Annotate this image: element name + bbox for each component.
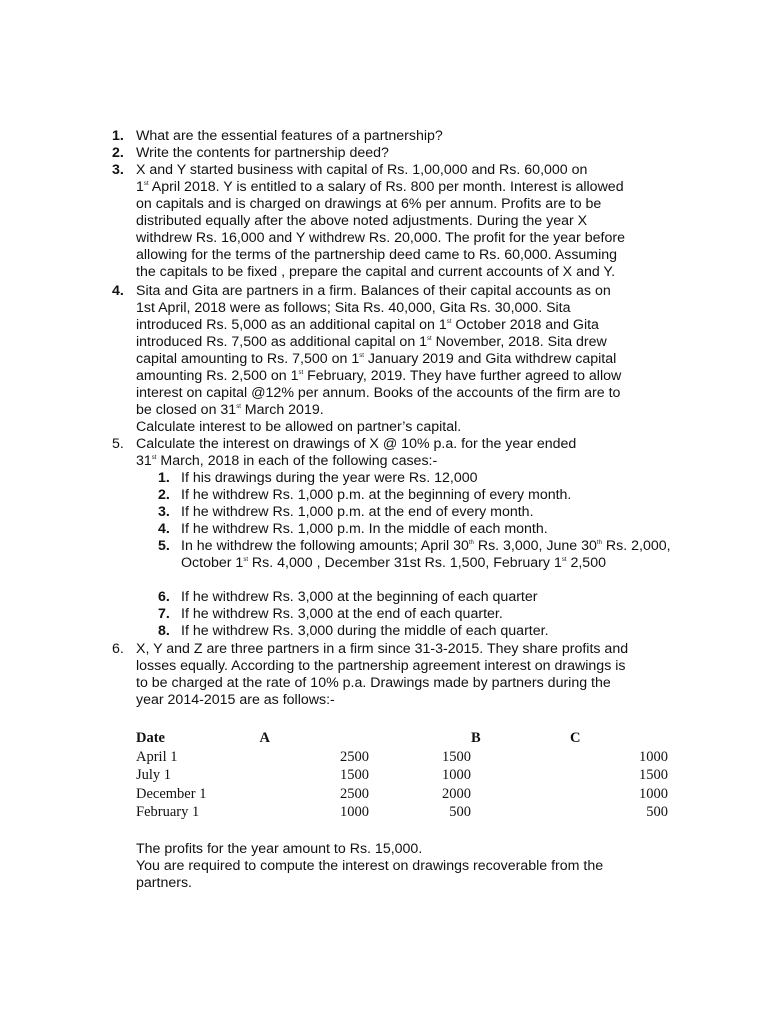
cell-a: 1500	[340, 767, 369, 783]
case-number: 5.	[158, 538, 170, 554]
text-run: March 2019.	[240, 402, 324, 418]
header-a: A	[259, 730, 270, 746]
case-number: 1.	[158, 470, 170, 486]
question-line	[136, 351, 682, 368]
question-line	[136, 453, 682, 470]
table-header-row	[136, 730, 676, 748]
cell-c: 1500	[639, 767, 668, 783]
ordinal-suffix: st	[561, 557, 567, 563]
question-line: year 2014-2015 are as follows:-	[136, 692, 335, 708]
text-run: 1	[136, 179, 144, 195]
ordinal-suffix: st	[236, 404, 241, 410]
text-run: October 2018 and Gita	[451, 317, 599, 333]
ordinal-suffix: st	[427, 336, 432, 342]
question-line: allowing for the terms of the partnership deed came to Rs. 60,000. Assuming	[136, 247, 618, 263]
text-run: February, 2019. They have further agreed to allow	[303, 368, 622, 384]
question-line: X and Y started business with capital of Rs. 1,00,000 and Rs. 60,000 on	[136, 162, 588, 178]
text-run: 1	[553, 555, 562, 571]
case-number: 6.	[158, 589, 170, 605]
case-text: If he withdrew Rs. 1,000 p.m. at the beginning of every month.	[181, 487, 572, 503]
question-line: the capitals to be fixed , prepare the capital and current accounts of X and Y.	[136, 264, 616, 280]
question-line	[136, 368, 682, 385]
question-line: X, Y and Z are three partners in a firm since 31-3-2015. They share profits and	[136, 641, 629, 657]
cell-b: 1500	[442, 749, 471, 765]
case-text: If he withdrew Rs. 3,000 at the end of each quarter.	[181, 606, 503, 622]
header-b: B	[471, 730, 481, 746]
case-line	[181, 538, 627, 554]
ordinal-suffix: st	[143, 181, 149, 187]
case-text: If he withdrew Rs. 3,000 at the beginning of each quarter	[181, 589, 538, 605]
cell-date: December 1	[136, 786, 207, 802]
table-row	[136, 804, 676, 822]
cell-b: 1000	[442, 767, 471, 783]
text-run: introduced Rs. 5,000 as an additional capital on 1	[136, 317, 447, 333]
ordinal-suffix: st	[446, 319, 452, 325]
text-run: 2,500	[566, 555, 606, 571]
case-number: 2.	[158, 487, 170, 503]
cell-date: July 1	[136, 767, 172, 783]
ordinal-suffix: st	[359, 353, 364, 359]
question-line	[136, 179, 682, 196]
cell-date: February 1	[136, 804, 200, 820]
text-run: introduced Rs. 7,500 as additional capital on 1	[136, 334, 428, 350]
question-line: interest on capital @12% per annum. Books of the accounts of the firm are to	[136, 385, 621, 401]
cell-a: 1000	[340, 804, 369, 820]
header-date: Date	[136, 730, 165, 746]
ordinal-suffix: th	[468, 540, 474, 546]
question-line: Sita and Gita are partners in a firm. Balances of their capital accounts as on	[136, 283, 611, 299]
cell-a: 2500	[340, 749, 369, 765]
cell-c: 1000	[639, 786, 668, 802]
question-line: Calculate interest to be allowed on partner’s capital.	[136, 419, 462, 435]
text-run: capital amounting to Rs. 7,500 on 1	[136, 351, 360, 367]
question-line: withdrew Rs. 16,000 and Y withdrew Rs. 20,000. The profit for the year before	[136, 230, 625, 246]
question-line: to be charged at the rate of 10% p.a. Drawings made by partners during the	[136, 675, 611, 691]
text-run: amounting Rs. 2,500 on 1	[136, 368, 299, 384]
table-row	[136, 749, 676, 767]
cell-c: 1000	[639, 749, 668, 765]
header-c: C	[570, 730, 581, 746]
closing-line: partners.	[136, 875, 192, 891]
ordinal-suffix: th	[596, 540, 602, 546]
case-number: 3.	[158, 504, 170, 520]
question-number: 2.	[112, 145, 124, 161]
question-number: 3.	[112, 162, 124, 178]
case-number: 8.	[158, 623, 170, 639]
case-line	[554, 555, 606, 571]
case-text: If he withdrew Rs. 1,000 p.m. at the end of every month.	[181, 504, 534, 520]
ordinal-suffix: st	[243, 557, 248, 563]
text-run: Rs. 4,000 , December 31st Rs. 1,500, February	[247, 555, 551, 571]
text-run: be closed on 31	[136, 402, 237, 418]
text-run: April 2018. Y is entitled to a salary of Rs. 800 per month. Interest is allowed	[151, 179, 624, 195]
text-run: March, 2018 in each of the following cases:-	[156, 453, 438, 469]
table-row	[136, 786, 676, 804]
question-number: 5.	[112, 436, 124, 452]
case-text: If he withdrew Rs. 1,000 p.m. In the middle of each month.	[181, 521, 548, 537]
ordinal-suffix: st	[151, 455, 157, 461]
cell-a: 2500	[340, 786, 369, 802]
closing-line: You are required to compute the interest on drawings recoverable from the	[136, 858, 604, 874]
case-text: If his drawings during the year were Rs. 12,000	[181, 470, 478, 486]
closing-text	[136, 841, 696, 892]
case-number: 4.	[158, 521, 170, 537]
text-run: January 2019 and Gita withdrew capital	[363, 351, 617, 367]
question-number: 6.	[112, 641, 124, 657]
question-text: What are the essential features of a partnership?	[136, 128, 443, 144]
text-run: Rs.	[601, 538, 628, 554]
closing-line: The profits for the year amount to Rs. 15,000.	[136, 841, 423, 857]
question-line: on capitals and is charged on drawings at 6% per annum. Profits are to be	[136, 196, 602, 212]
table-row	[136, 767, 676, 785]
text-run: Rs. 3,000, June 30	[473, 538, 597, 554]
question-line: 1st April, 2018 were as follows; Sita Rs. 40,000, Gita Rs. 30,000. Sita	[136, 300, 571, 316]
question-line	[136, 402, 682, 419]
cell-c: 500	[646, 804, 668, 820]
text-run: November, 2018. Sita drew	[431, 334, 607, 350]
question-number: 1.	[112, 128, 124, 144]
question-line	[136, 334, 682, 351]
case-number: 7.	[158, 606, 170, 622]
question-line: distributed equally after the above noted adjustments. During the year X	[136, 213, 588, 229]
text-run: In he withdrew the following amounts; April 30	[181, 538, 469, 554]
text-run: 31	[136, 453, 152, 469]
question-text: Write the contents for partnership deed?	[136, 145, 389, 161]
cell-b: 500	[449, 804, 471, 820]
text-run: 2,000, October 1	[181, 538, 671, 571]
cell-date: April 1	[136, 749, 178, 765]
question-line	[136, 317, 682, 334]
case-text: If he withdrew Rs. 3,000 during the middle of each quarter.	[181, 623, 549, 639]
question-line: losses equally. According to the partnership agreement interest on drawings is	[136, 658, 626, 674]
cell-b: 2000	[442, 786, 471, 802]
ordinal-suffix: st	[298, 370, 304, 376]
question-line: Calculate the interest on drawings of X @ 10% p.a. for the year ended	[136, 436, 577, 452]
question-number: 4.	[112, 283, 124, 299]
